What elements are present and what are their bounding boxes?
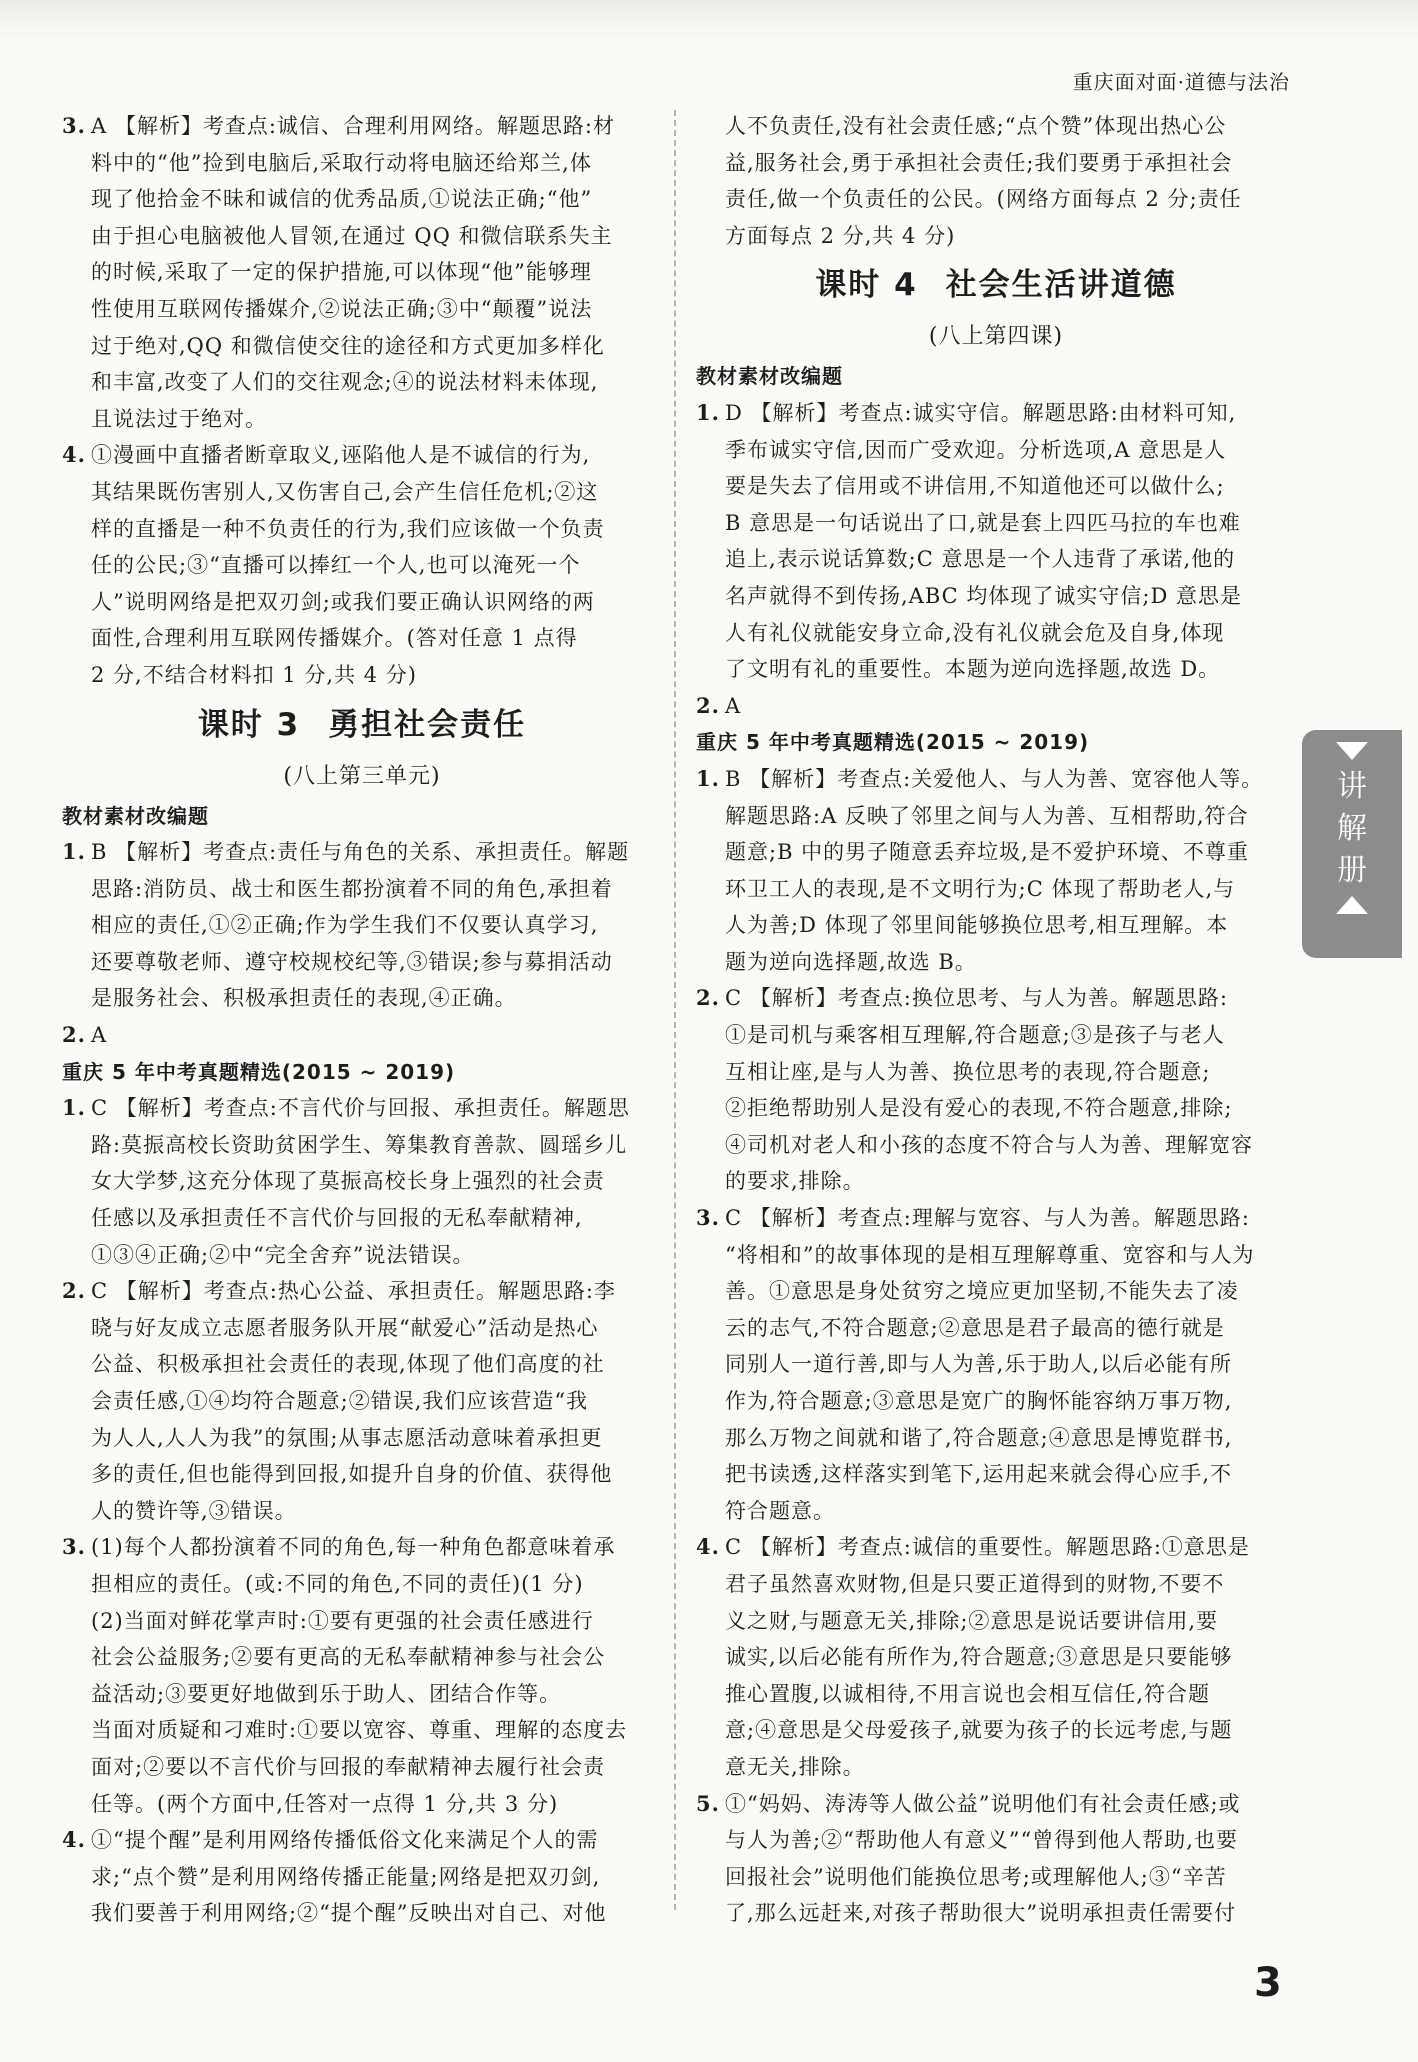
section-heading: 教材素材改编题 bbox=[696, 364, 843, 389]
answer-text-line: 题意;B 中的男子随意丢弃垃圾,是不爱护环境、不尊重 bbox=[725, 840, 1249, 865]
answer-text-line: (2)当面对鲜花掌声时:①要有更强的社会责任感进行 bbox=[91, 1608, 594, 1633]
answer-text-line: 面对;②要以不言代价与回报的奉献精神去履行社会责 bbox=[91, 1754, 606, 1779]
question-number: 1. bbox=[62, 839, 86, 865]
triangle-up-icon bbox=[1336, 896, 1368, 914]
answer-text-line: 了,那么远赶来,对孩子帮助很大”说明承担责任需要付 bbox=[725, 1901, 1237, 1926]
answer-text-line: 符合题意。 bbox=[725, 1498, 835, 1523]
answer-text-line: ①是司机与乘客相互理解,符合题意;③是孩子与老人 bbox=[725, 1023, 1225, 1048]
answer-text-line: “将相和”的故事体现的是相互理解尊重、宽容和与人为 bbox=[725, 1242, 1255, 1267]
answer-text-line: 的时候,采取了一定的保护措施,可以体现“他”能够理 bbox=[91, 260, 592, 285]
answer-text-line: 女大学梦,这充分体现了莫振高校长身上强烈的社会责 bbox=[91, 1169, 605, 1194]
answer-text-line: 晓与好友成立志愿者服务队开展“献爱心”活动是热心 bbox=[91, 1315, 599, 1340]
answer-item bbox=[62, 108, 662, 145]
question-number: 3. bbox=[62, 113, 86, 138]
answer-text-line: 推心置腹,以诚相待,不用言说也会相互信任,符合题 bbox=[725, 1681, 1211, 1706]
answer-text: ①漫画中直播者断章取义,诬陷他人是不诚信的行为, bbox=[91, 443, 591, 468]
question-number: 3. bbox=[696, 1205, 720, 1231]
section-heading: 教材素材改编题 bbox=[62, 803, 209, 828]
question-number: 1. bbox=[62, 1095, 86, 1121]
answer-text-line: 由于担心电脑被他人冒领,在通过 QQ 和微信联系失主 bbox=[91, 223, 613, 248]
answer-item bbox=[696, 761, 1296, 798]
answer-text: C 【解析】考查点:热心公益、承担责任。解题思路:李 bbox=[91, 1279, 616, 1304]
answer-text-line: 当面对质疑和刁难时:①要以宽容、尊重、理解的态度去 bbox=[91, 1718, 628, 1743]
side-tab-char: 解 bbox=[1337, 811, 1367, 846]
answer-text-line: 题为逆向选择题,故选 B。 bbox=[725, 949, 977, 974]
answer-text-line: 诚实,以后必能有所作为,符合题意;③意思是只要能够 bbox=[725, 1645, 1233, 1670]
question-number: 1. bbox=[696, 765, 720, 791]
question-number: 2. bbox=[62, 1278, 86, 1304]
answer-text-line: 还要尊敬老师、遵守校规校纪等,③错误;参与募捐活动 bbox=[91, 949, 613, 974]
answer-text-line: 相应的责任,①②正确;作为学生我们不仅要认真学习, bbox=[91, 913, 599, 938]
answer-text-line: 的要求,排除。 bbox=[725, 1169, 865, 1194]
question-number: 4. bbox=[696, 1534, 720, 1560]
question-number: 1. bbox=[696, 399, 720, 425]
answer-text-line: 性使用互联网传播媒介,②说法正确;③中“颠覆”说法 bbox=[91, 296, 593, 321]
answer-text: D 【解析】考查点:诚实守信。解题思路:由材料可知, bbox=[725, 400, 1237, 425]
lesson-title bbox=[62, 694, 662, 756]
answer-text-line: 回报社会”说明他们能换位思考;或理解他人;③“辛苦 bbox=[725, 1864, 1227, 1889]
lesson-name: 勇担社会责任 bbox=[328, 706, 527, 743]
answer-item bbox=[62, 834, 662, 871]
answer-text-line: 追上,表示说话算数;C 意思是一个人违背了承诺,他的 bbox=[725, 547, 1236, 572]
answer-text-line: ②拒绝帮助别人是没有爱心的表现,不符合题意,排除; bbox=[725, 1096, 1233, 1121]
answer-item bbox=[62, 1822, 662, 1859]
question-number: 3. bbox=[62, 1534, 86, 1560]
answer-text-line: 和丰富,改变了人们的交往观念;④的说法材料未体现, bbox=[91, 370, 599, 395]
answer-text-line: 季布诚实守信,因而广受欢迎。分析选项,A 意思是人 bbox=[725, 437, 1227, 462]
answer-text-line: 人有礼仪就能安身立命,没有礼仪就会危及自身,体现 bbox=[725, 620, 1225, 645]
answer-text-line: 意;④意思是父母爱孩子,就要为孩子的长远考虑,与题 bbox=[725, 1718, 1233, 1743]
column-divider bbox=[674, 110, 676, 1910]
answer-text: C 【解析】考查点:理解与宽容、与人为善。解题思路: bbox=[725, 1206, 1250, 1231]
side-tab-lecture-book[interactable] bbox=[1302, 730, 1402, 958]
triangle-down-icon bbox=[1336, 742, 1368, 760]
answer-text-line: 面性,合理利用互联网传播媒介。(答对任意 1 点得 bbox=[91, 626, 578, 651]
running-header: 重庆面对面·道德与法治 bbox=[1072, 70, 1290, 94]
question-number: 2. bbox=[696, 692, 720, 718]
left-column bbox=[62, 108, 662, 1932]
answer-text-line: 要是失去了信用或不讲信用,不知道他还可以做什么; bbox=[725, 474, 1225, 499]
answer-text-line: 路:莫振高校长资助贫困学生、筹集教育善款、圆瑶乡儿 bbox=[91, 1132, 628, 1157]
top-edge-shadow bbox=[0, 0, 1418, 40]
answer-text-line: 过于绝对,QQ 和微信使交往的途径和方式更加多样化 bbox=[91, 333, 605, 358]
answer-text-line: 人的赞许等,③错误。 bbox=[91, 1498, 297, 1523]
answer-item bbox=[62, 1017, 662, 1054]
answer-item bbox=[62, 1273, 662, 1310]
answer-text-line: 其结果既伤害别人,又伤害自己,会产生信任危机;②这 bbox=[91, 479, 599, 504]
section-heading: 重庆 5 年中考真题精选(2015 ~ 2019) bbox=[62, 1059, 456, 1084]
answer-text-line: 担相应的责任。(或:不同的角色,不同的责任)(1 分) bbox=[91, 1571, 584, 1596]
answer-text: ①“提个醒”是利用网络传播低俗文化来满足个人的需 bbox=[91, 1828, 599, 1853]
answer-text: (1)每个人都扮演着不同的角色,每一种角色都意味着承 bbox=[91, 1535, 616, 1560]
answer-text: A 【解析】考查点:诚信、合理利用网络。解题思路:材 bbox=[91, 114, 615, 138]
answer-text-line: 同别人一道行善,即与人为善,乐于助人,以后必能有所 bbox=[725, 1352, 1233, 1377]
answer-item bbox=[696, 688, 1296, 725]
answer-item bbox=[62, 437, 662, 474]
answer-text-line: 人”说明网络是把双刃剑;或我们要正确认识网络的两 bbox=[91, 589, 595, 614]
lesson-subtitle: (八上第四课) bbox=[928, 324, 1064, 350]
answer-text-line: 求;“点个赞”是利用网络传播正能量;网络是把双刃剑, bbox=[91, 1864, 601, 1889]
answer-text-line: 公益、积极承担社会责任的表现,体现了他们高度的社 bbox=[91, 1352, 605, 1377]
answer-text: B 【解析】考查点:责任与角色的关系、承担责任。解题 bbox=[91, 840, 630, 865]
question-number: 4. bbox=[62, 442, 86, 468]
answer-item bbox=[696, 1200, 1296, 1237]
page-number: 3 bbox=[1254, 1960, 1282, 2006]
answer-text-line: 义之财,与题意无关,排除;②意思是说话要讲信用,要 bbox=[725, 1608, 1219, 1633]
right-column bbox=[696, 108, 1296, 1932]
answer-item bbox=[696, 1529, 1296, 1566]
answer-text-line: 2 分,不结合材料扣 1 分,共 4 分) bbox=[91, 662, 418, 687]
answer-text-line: 为人人,人人为我”的氛围;从事志愿活动意味着承担更 bbox=[91, 1425, 603, 1450]
question-number: 2. bbox=[696, 985, 720, 1011]
section-heading: 重庆 5 年中考真题精选(2015 ~ 2019) bbox=[696, 730, 1090, 755]
lesson-title bbox=[696, 254, 1296, 316]
answer-text-line: 方面每点 2 分,共 4 分) bbox=[725, 223, 956, 248]
lesson-number: 课时 3 bbox=[197, 706, 301, 743]
lesson-subtitle: (八上第三单元) bbox=[283, 763, 441, 789]
answer-text: B 【解析】考查点:关爱他人、与人为善、宽容他人等。 bbox=[725, 766, 1264, 791]
lesson-number: 课时 4 bbox=[815, 267, 918, 304]
answer-item bbox=[696, 395, 1296, 432]
answer-text-line: 现了他拾金不昧和诚信的优秀品质,①说法正确;“他” bbox=[91, 187, 593, 212]
answer-text-line: 环卫工人的表现,是不文明行为;C 体现了帮助老人,与 bbox=[725, 876, 1236, 901]
answer-text-line: 解题思路:A 反映了邻里之间与人为善、互相帮助,符合 bbox=[725, 803, 1249, 828]
answer-text: C 【解析】考查点:换位思考、与人为善。解题思路: bbox=[725, 986, 1228, 1011]
question-number: 5. bbox=[696, 1790, 720, 1816]
answer-text-line: 思路:消防员、战士和医生都扮演着不同的角色,承担着 bbox=[91, 876, 613, 901]
answer-text-line: ①③④正确;②中“完全舍弃”说法错误。 bbox=[91, 1242, 475, 1267]
answer-text-line: 责任,做一个负责任的公民。(网络方面每点 2 分;责任 bbox=[725, 187, 1242, 212]
answer-text-line: 益活动;③要更好地做到乐于助人、团结合作等。 bbox=[91, 1681, 562, 1706]
answer-text-line: ④司机对老人和小孩的态度不符合与人为善、理解宽容 bbox=[725, 1132, 1253, 1157]
answer-text-line: 料中的“他”捡到电脑后,采取行动将电脑还给郑兰,体 bbox=[91, 150, 592, 175]
answer-text-line: 社会公益服务;②要有更高的无私奉献精神参与社会公 bbox=[91, 1645, 606, 1670]
answer-text-line: 名声就得不到传扬,ABC 均体现了诚实守信;D 意思是 bbox=[725, 583, 1242, 608]
answer-text-line: 我们要善于利用网络;②“提个醒”反映出对自己、对他 bbox=[91, 1901, 607, 1926]
answer-text-line: 与人为善;②“帮助他人有意义”“曾得到他人帮助,也要 bbox=[725, 1828, 1238, 1853]
answer-text-line: 任的公民;③“直播可以捧红一个人,也可以淹死一个 bbox=[91, 553, 581, 578]
answer-text-line: 且说法过于绝对。 bbox=[91, 406, 267, 431]
answer-text-line: 任感以及承担责任不言代价与回报的无私奉献精神, bbox=[91, 1206, 583, 1231]
answer-text-line: 益,服务社会,勇于承担社会责任;我们要勇于承担社会 bbox=[725, 150, 1233, 175]
answer-text-line: 意无关,排除。 bbox=[725, 1754, 865, 1779]
answer-item bbox=[696, 980, 1296, 1017]
answer-text-line: 任等。(两个方面中,任答对一点得 1 分,共 3 分) bbox=[91, 1791, 559, 1816]
answer-text-line: 把书读透,这样落实到笔下,运用起来就会得心应手,不 bbox=[725, 1462, 1233, 1487]
answer-item bbox=[62, 1529, 662, 1566]
answer-text: C 【解析】考查点:不言代价与回报、承担责任。解题思 bbox=[91, 1096, 630, 1121]
answer-item bbox=[62, 1090, 662, 1127]
answer-text-line: 样的直播是一种不负责任的行为,我们应该做一个负责 bbox=[91, 516, 605, 541]
answer-text-line: 了文明有礼的重要性。本题为逆向选择题,故选 D。 bbox=[725, 657, 1221, 682]
answer-text: C 【解析】考查点:诚信的重要性。解题思路:①意思是 bbox=[725, 1535, 1250, 1560]
answer-text-line: 作为,符合题意;③意思是宽广的胸怀能容纳万事万物, bbox=[725, 1389, 1233, 1413]
answer-text-line: 云的志气,不符合题意;②意思是君子最高的德行就是 bbox=[725, 1315, 1225, 1340]
answer-text: ①“妈妈、涛涛等人做公益”说明他们有社会责任感;或 bbox=[725, 1791, 1241, 1816]
lesson-name: 社会生活讲道德 bbox=[945, 267, 1177, 304]
answer-text: A bbox=[91, 1023, 108, 1048]
question-number: 2. bbox=[62, 1022, 86, 1048]
answer-text-line: 人不负责任,没有社会责任感;“点个赞”体现出热心公 bbox=[725, 114, 1227, 138]
answer-item bbox=[696, 1786, 1296, 1823]
side-tab-char: 讲 bbox=[1337, 769, 1367, 804]
question-number: 4. bbox=[62, 1827, 86, 1853]
side-tab-char: 册 bbox=[1337, 853, 1367, 888]
answer-text-line: B 意思是一句话说出了口,就是套上四匹马拉的车也难 bbox=[725, 510, 1241, 535]
answer-text-line: 会责任感,①④均符合题意;②错误,我们应该营造“我 bbox=[91, 1389, 589, 1413]
answer-text-line: 善。①意思是身处贫穷之境应更加坚韧,不能失去了凌 bbox=[725, 1279, 1239, 1304]
answer-text-line: 多的责任,但也能得到回报,如提升自身的价值、获得他 bbox=[91, 1462, 613, 1487]
answer-text-line: 互相让座,是与人为善、换位思考的表现,符合题意; bbox=[725, 1059, 1211, 1084]
answer-text-line: 那么万物之间就和谐了,符合题意;④意思是博览群书, bbox=[725, 1425, 1233, 1450]
answer-text-line: 人为善;D 体现了邻里间能够换位思考,相互理解。本 bbox=[725, 913, 1229, 938]
answer-text-line: 君子虽然喜欢财物,但是只要正道得到的财物,不要不 bbox=[725, 1571, 1225, 1596]
answer-text: A bbox=[725, 693, 742, 718]
answer-text-line: 是服务社会、积极承担责任的表现,④正确。 bbox=[91, 986, 517, 1011]
